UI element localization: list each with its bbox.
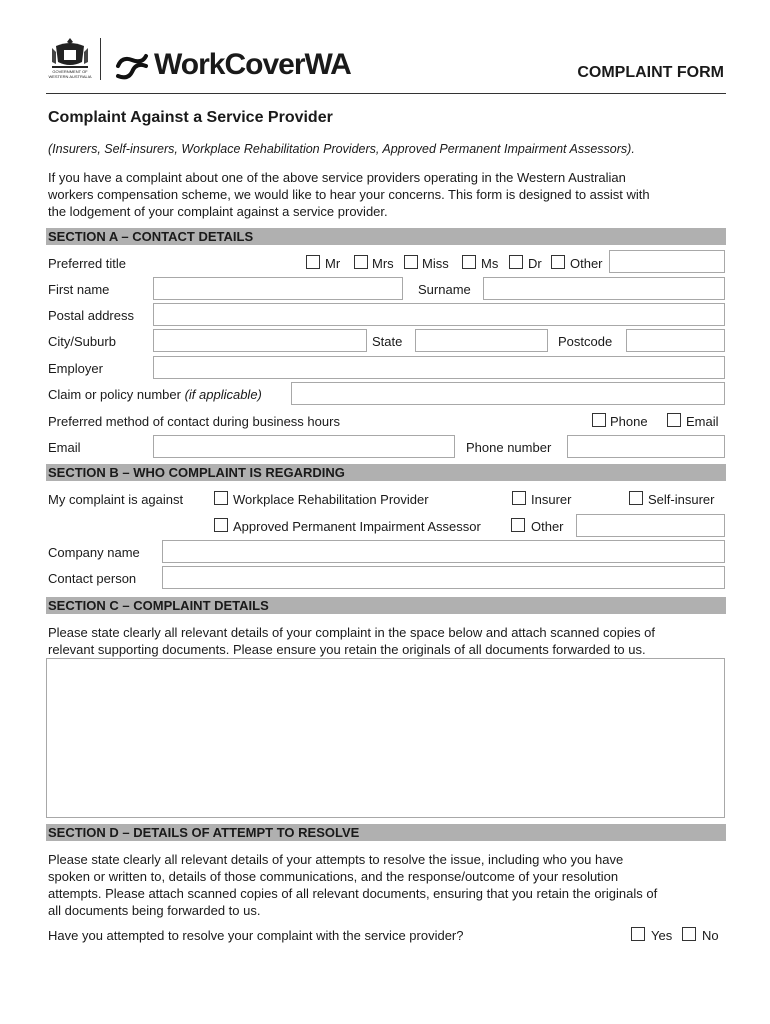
- intro-line: If you have a complaint about one of the above service providers operating in the Western Australian: [48, 170, 626, 185]
- contact-email-checkbox[interactable]: [667, 413, 681, 427]
- attempted-resolve-question: Have you attempted to resolve your complaint with the service provider?: [48, 928, 464, 943]
- workcover-swirl-icon: [112, 50, 152, 82]
- section-c-heading: SECTION C – COMPLAINT DETAILS: [48, 598, 269, 613]
- claim-number-label-text: Claim or policy number: [48, 387, 181, 402]
- title-miss-checkbox[interactable]: [404, 255, 418, 269]
- section-b-heading: SECTION B – WHO COMPLAINT IS REGARDING: [48, 465, 345, 480]
- employer-label: Employer: [48, 361, 103, 376]
- first-name-field[interactable]: [153, 277, 403, 300]
- against-other-field[interactable]: [576, 514, 725, 537]
- title-ms-checkbox[interactable]: [462, 255, 476, 269]
- against-other-checkbox[interactable]: [511, 518, 525, 532]
- surname-label: Surname: [418, 282, 471, 297]
- contact-phone-label: Phone: [610, 414, 648, 429]
- title-mr-label: Mr: [325, 256, 341, 271]
- instruction-line: spoken or written to, details of those communications, and the response/outcome of your resolution: [48, 869, 619, 884]
- rehab-provider-label: Workplace Rehabilitation Provider: [233, 492, 429, 507]
- title-mrs-checkbox[interactable]: [354, 255, 368, 269]
- state-label: State: [372, 334, 403, 349]
- postcode-field[interactable]: [626, 329, 725, 352]
- preferred-title-label: Preferred title: [48, 256, 127, 271]
- attempted-no-label: No: [702, 928, 719, 943]
- title-dr-checkbox[interactable]: [509, 255, 523, 269]
- title-other-label: Other: [570, 256, 603, 271]
- section-c-header: [46, 597, 726, 614]
- surname-field[interactable]: [483, 277, 725, 300]
- section-b-header: [46, 464, 726, 481]
- instruction-line: Please state clearly all relevant details of your complaint in the space below and attach scanned copies of: [48, 625, 656, 640]
- impairment-assessor-checkbox[interactable]: [214, 518, 228, 532]
- attempted-no-checkbox[interactable]: [682, 927, 696, 941]
- postal-address-field[interactable]: [153, 303, 725, 326]
- section-a-heading: SECTION A – CONTACT DETAILS: [48, 229, 254, 244]
- form-title: Complaint Against a Service Provider: [48, 109, 333, 126]
- attempted-yes-label: Yes: [651, 928, 673, 943]
- impairment-assessor-label: Approved Permanent Impairment Assessor: [233, 519, 481, 534]
- first-name-label: First name: [48, 282, 110, 297]
- intro-line: workers compensation scheme, we would like to hear your concerns. This form is designed to assist with: [48, 187, 650, 202]
- instruction-line: relevant supporting documents. Please ensure you retain the originals of all documents forwarded to us.: [48, 642, 646, 657]
- form-type-label: COMPLAINT FORM: [577, 64, 724, 81]
- city-suburb-label: City/Suburb: [48, 334, 116, 349]
- postcode-label: Postcode: [558, 334, 613, 349]
- crest-caption: GOVERNMENT OF WESTERN AUSTRALIA: [48, 69, 92, 79]
- postal-address-label: Postal address: [48, 308, 134, 323]
- section-a-header: [46, 228, 726, 245]
- intro-line: the lodgement of your complaint against a service provider.: [48, 204, 388, 219]
- wa-government-crest: [46, 36, 94, 82]
- title-mr-checkbox[interactable]: [306, 255, 320, 269]
- header-rule: [46, 93, 726, 94]
- claim-number-label: [48, 387, 262, 403]
- instruction-line: all documents being forwarded to us.: [48, 903, 261, 918]
- form-subtitle: (Insurers, Self-insurers, Workplace Rehabilitation Providers, Approved Permanent Impairment Assessors).: [48, 142, 635, 156]
- workcover-logo: [112, 48, 351, 82]
- email-label: Email: [48, 440, 81, 455]
- rehab-provider-checkbox[interactable]: [214, 491, 228, 505]
- workcover-logo-text: WorkCoverWA: [154, 48, 351, 81]
- contact-person-field[interactable]: [162, 566, 725, 589]
- header-divider: [100, 38, 101, 80]
- section-c-instructions: [48, 624, 655, 658]
- insurer-label: Insurer: [531, 492, 572, 507]
- contact-email-label: Email: [686, 414, 719, 429]
- employer-field[interactable]: [153, 356, 725, 379]
- intro-paragraph: [48, 169, 650, 220]
- section-d-instructions: [48, 851, 657, 919]
- phone-number-field[interactable]: [567, 435, 725, 458]
- contact-method-label: Preferred method of contact during business hours: [48, 414, 340, 429]
- self-insurer-checkbox[interactable]: [629, 491, 643, 505]
- title-ms-label: Ms: [481, 256, 499, 271]
- title-mrs-label: Mrs: [372, 256, 394, 271]
- city-suburb-field[interactable]: [153, 329, 367, 352]
- section-d-header: [46, 824, 726, 841]
- instruction-line: Please state clearly all relevant details of your attempts to resolve the issue, including who you have: [48, 852, 624, 867]
- claim-number-field[interactable]: [291, 382, 725, 405]
- title-dr-label: Dr: [528, 256, 542, 271]
- instruction-line: attempts. Please attach scanned copies of all relevant documents, ensuring that you retain the originals of: [48, 886, 658, 901]
- self-insurer-label: Self-insurer: [648, 492, 715, 507]
- complaint-details-textarea[interactable]: [46, 658, 725, 818]
- claim-number-note: (if applicable): [184, 387, 262, 402]
- section-d-heading: SECTION D – DETAILS OF ATTEMPT TO RESOLVE: [48, 825, 360, 840]
- title-miss-label: Miss: [422, 256, 449, 271]
- phone-number-label: Phone number: [466, 440, 552, 455]
- email-field[interactable]: [153, 435, 455, 458]
- contact-person-label: Contact person: [48, 571, 137, 586]
- company-name-field[interactable]: [162, 540, 725, 563]
- attempted-yes-checkbox[interactable]: [631, 927, 645, 941]
- complaint-against-label: My complaint is against: [48, 492, 184, 507]
- title-other-field[interactable]: [609, 250, 725, 273]
- insurer-checkbox[interactable]: [512, 491, 526, 505]
- state-field[interactable]: [415, 329, 548, 352]
- against-other-label: Other: [531, 519, 564, 534]
- company-name-label: Company name: [48, 545, 140, 560]
- title-other-checkbox[interactable]: [551, 255, 565, 269]
- contact-phone-checkbox[interactable]: [592, 413, 606, 427]
